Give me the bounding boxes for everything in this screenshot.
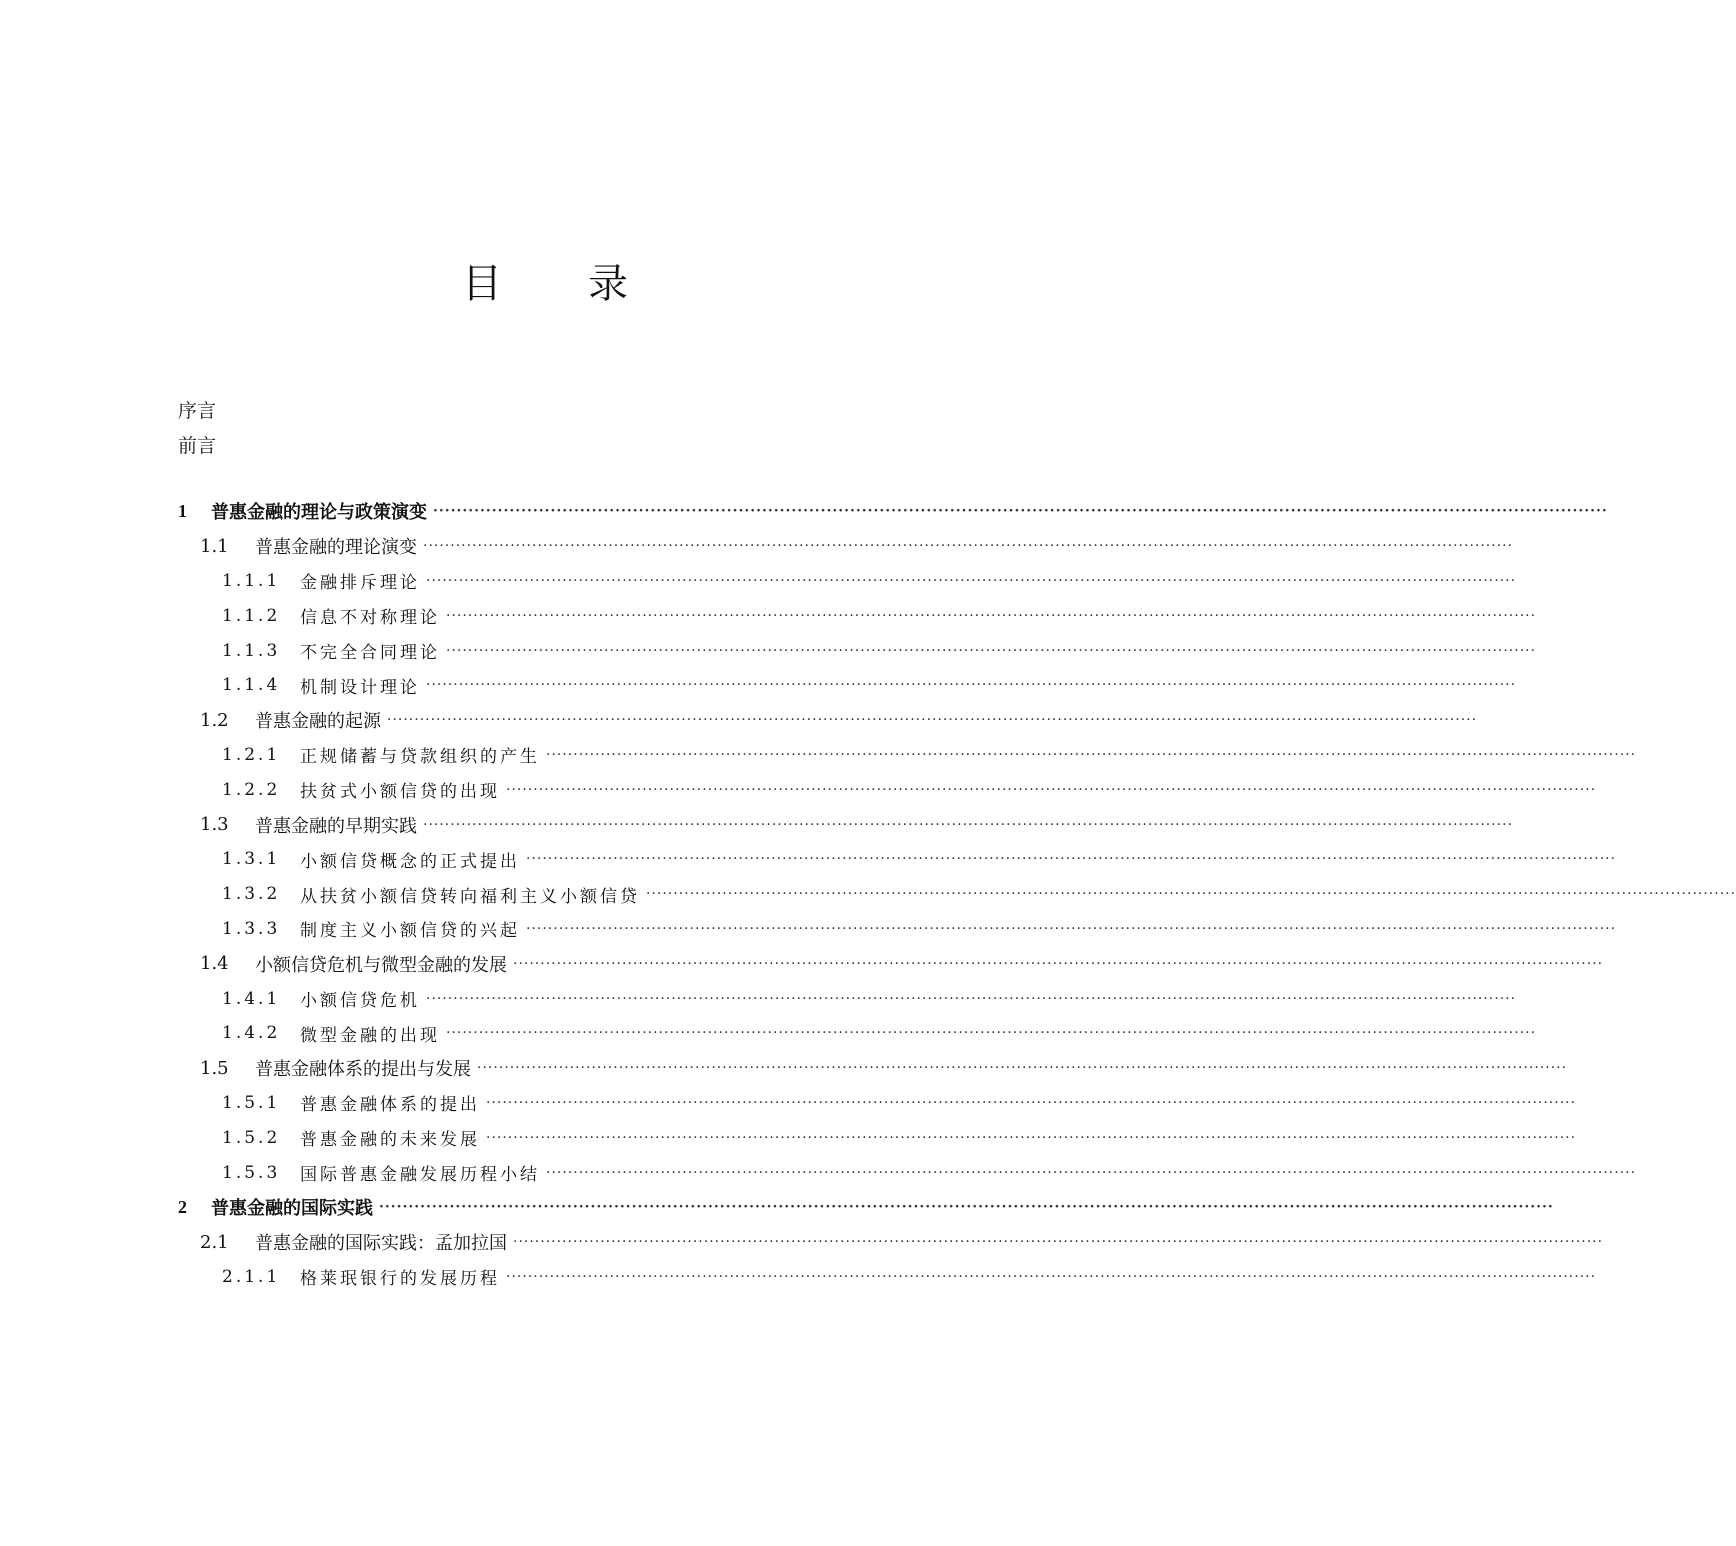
table-of-contents <box>0 494 1736 1294</box>
toc-entry-title: 微型金融的出现 <box>300 1025 440 1046</box>
toc-entry-title: 正规储蓄与贷款组织的产生 <box>300 747 540 768</box>
toc-entry-number: 1.4.1 <box>222 988 281 1009</box>
toc-entry[interactable] <box>0 981 1517 1016</box>
toc-dot-leader: ········································································································································································································ <box>423 816 1514 833</box>
page-title-char-1: 目 <box>462 261 502 307</box>
toc-entry[interactable] <box>0 1120 1577 1155</box>
toc-dot-leader: ········································································································································································································ <box>379 1199 1554 1216</box>
toc-entry-number: 1.3.2 <box>222 884 281 905</box>
toc-entry[interactable] <box>0 703 1478 738</box>
toc-entry-title: 制度主义小额信贷的兴起 <box>300 921 520 942</box>
toc-dot-leader: ········································································································································································································ <box>526 920 1617 937</box>
toc-entry-number: 1 <box>178 500 187 521</box>
toc-entry-number: 1.2.2 <box>222 779 281 800</box>
toc-dot-leader: ········································································································································································································ <box>546 1164 1637 1181</box>
toc-entry-title: 普惠金融的理论与政策演变 <box>211 502 427 524</box>
toc-entry[interactable] <box>0 912 1617 947</box>
front-matter-foreword[interactable]: 前言 <box>178 435 217 457</box>
toc-dot-leader: ········································································································································································································ <box>446 607 1537 624</box>
toc-entry[interactable] <box>0 564 1517 599</box>
toc-dot-leader: ········································································································································································································ <box>513 1234 1604 1251</box>
toc-entry-number: 1.1.3 <box>222 640 281 661</box>
toc-entry-number: 1.5.2 <box>222 1127 281 1148</box>
page-title <box>462 252 628 309</box>
toc-entry-number: 1.2 <box>200 709 229 731</box>
front-matter-preface[interactable]: 序言 <box>178 400 217 422</box>
toc-entry[interactable] <box>0 1225 1604 1260</box>
toc-dot-leader: ········································································································································································································ <box>513 955 1604 972</box>
toc-entry-number: 1.1 <box>200 535 229 557</box>
toc-entry-number: 1.5.3 <box>222 1162 281 1183</box>
toc-entry[interactable] <box>0 668 1517 703</box>
toc-dot-leader: ········································································································································································································ <box>486 1094 1577 1111</box>
toc-entry-title: 小额信贷危机 <box>300 991 420 1012</box>
toc-entry-title: 普惠金融的国际实践 <box>211 1198 373 1220</box>
toc-entry-number: 1.5 <box>200 1057 229 1079</box>
toc-dot-leader: ········································································································································································································ <box>433 503 1608 520</box>
toc-entry[interactable] <box>0 1016 1537 1051</box>
toc-entry-number: 1.3.1 <box>222 849 281 870</box>
toc-entry-title: 国际普惠金融发展历程小结 <box>300 1165 540 1186</box>
toc-dot-leader: ········································································································································································································ <box>446 1025 1537 1042</box>
toc-dot-leader: ········································································································································································································ <box>506 781 1597 798</box>
toc-entry[interactable] <box>0 1051 1568 1086</box>
toc-entry[interactable] <box>0 1086 1577 1121</box>
toc-entry[interactable] <box>0 772 1597 807</box>
toc-entry-title: 普惠金融的起源 <box>255 711 381 733</box>
toc-entry-title: 格莱珉银行的发展历程 <box>300 1269 500 1290</box>
toc-dot-leader: ········································································································································································································ <box>426 677 1517 694</box>
toc-entry-title: 不完全合同理论 <box>300 643 440 664</box>
toc-entry-title: 金融排斥理论 <box>300 573 420 594</box>
toc-entry-title: 小额信贷危机与微型金融的发展 <box>255 954 507 976</box>
toc-entry[interactable] <box>0 946 1604 981</box>
toc-entry[interactable] <box>0 529 1514 564</box>
toc-entry-number: 1.1.4 <box>222 675 281 696</box>
toc-entry-title: 扶贫式小额信贷的出现 <box>300 782 500 803</box>
toc-dot-leader: ········································································································································································································ <box>426 990 1517 1007</box>
toc-entry[interactable] <box>0 807 1514 842</box>
toc-entry-title: 普惠金融体系的提出 <box>300 1095 480 1116</box>
toc-dot-leader: ········································································································································································································ <box>506 1268 1597 1285</box>
toc-entry-number: 1.4 <box>200 953 229 975</box>
toc-entry-number: 1.3 <box>200 814 229 836</box>
toc-entry-title: 普惠金融体系的提出与发展 <box>255 1059 471 1081</box>
toc-dot-leader: ········································································································································································································ <box>423 538 1514 555</box>
toc-entry-title: 普惠金融的理论演变 <box>255 537 417 559</box>
toc-entry-title: 小额信贷概念的正式提出 <box>300 851 520 872</box>
toc-entry-title: 从扶贫小额信贷转向福利主义小额信贷 <box>300 886 640 907</box>
toc-entry-number: 2.1.1 <box>222 1266 281 1287</box>
toc-entry-title: 信息不对称理论 <box>300 608 440 629</box>
toc-entry-title: 普惠金融的未来发展 <box>300 1130 480 1151</box>
toc-entry[interactable] <box>0 1155 1637 1190</box>
toc-entry-title: 机制设计理论 <box>300 677 420 698</box>
toc-entry[interactable] <box>0 842 1617 877</box>
toc-dot-leader: ········································································································································································································ <box>477 1060 1568 1077</box>
toc-entry[interactable] <box>0 1260 1597 1295</box>
toc-entry-number: 1.3.3 <box>222 918 281 939</box>
toc-entry-number: 1.2.1 <box>222 744 281 765</box>
toc-entry-number: 1.4.2 <box>222 1023 281 1044</box>
toc-entry-title: 普惠金融的早期实践 <box>255 815 417 837</box>
toc-dot-leader: ········································································································································································································ <box>387 712 1478 729</box>
toc-entry-number: 1.1.1 <box>222 570 281 591</box>
toc-entry[interactable] <box>0 738 1637 773</box>
toc-entry-number: 1.1.2 <box>222 605 281 626</box>
toc-entry-number: 2 <box>178 1196 187 1217</box>
toc-dot-leader: ········································································································································································································ <box>646 886 1736 903</box>
toc-entry[interactable] <box>0 494 1608 529</box>
toc-entry[interactable] <box>0 1190 1554 1225</box>
toc-entry-title: 普惠金融的国际实践：孟加拉国 <box>255 1233 507 1255</box>
toc-entry[interactable] <box>0 877 1736 912</box>
page-title-char-2: 录 <box>588 261 628 307</box>
toc-dot-leader: ········································································································································································································ <box>526 851 1617 868</box>
toc-dot-leader: ········································································································································································································ <box>446 642 1537 659</box>
toc-entry[interactable] <box>0 598 1537 633</box>
toc-dot-leader: ········································································································································································································ <box>546 746 1637 763</box>
toc-entry-number: 2.1 <box>200 1231 229 1253</box>
toc-dot-leader: ········································································································································································································ <box>426 572 1517 589</box>
toc-entry[interactable] <box>0 633 1537 668</box>
toc-entry-number: 1.5.1 <box>222 1092 281 1113</box>
toc-dot-leader: ········································································································································································································ <box>486 1129 1577 1146</box>
